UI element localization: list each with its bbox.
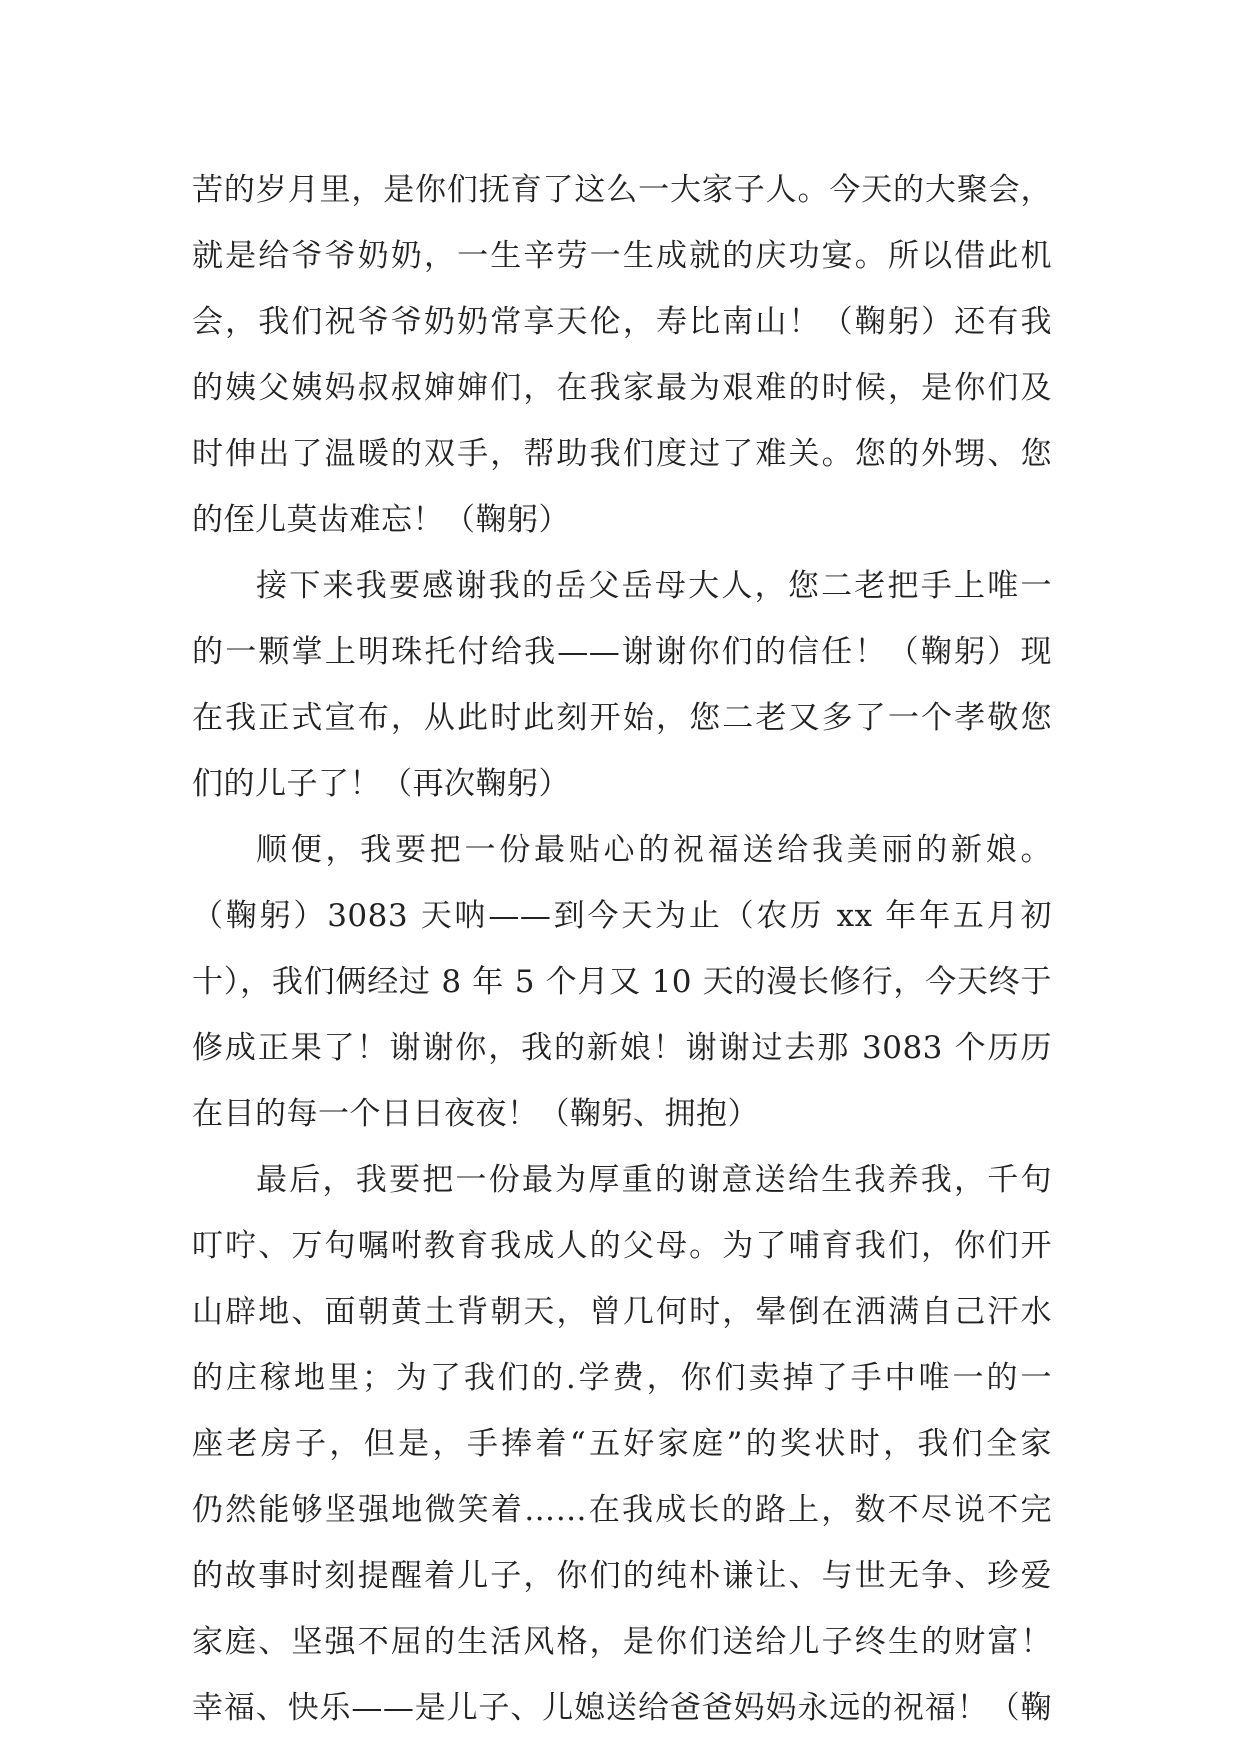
paragraph-first-line: 最后，我要把一份最为厚重的谢意送给生我养我，千句: [256, 1162, 1052, 1198]
text-line: 山辟地、面朝黄土背朝天，曾几何时，晕倒在洒满自己汗水: [192, 1294, 1052, 1330]
text-line: 的姨父姨妈叔叔婶婶们，在我家最为艰难的时候，是你们及: [192, 370, 1052, 406]
text-line: 仍然能够坚强地微笑着……在我成长的路上，数不尽说不完: [192, 1492, 1052, 1528]
text-line: 时伸出了温暖的双手，帮助我们度过了难关。您的外甥、您: [192, 436, 1052, 472]
text-line: 苦的岁月里，是你们抚育了这么一大家子人。今天的大聚会，: [192, 172, 1052, 208]
text-line: 会，我们祝爷爷奶奶常享天伦，寿比南山！（鞠躬）还有我: [192, 304, 1052, 340]
text-line: 就是给爷爷奶奶，一生辛劳一生成就的庆功宴。所以借此机: [192, 238, 1052, 274]
text-line: 在目的每一个日日夜夜！（鞠躬、拥抱）: [192, 1096, 759, 1132]
text-line: 们的儿子了！（再次鞠躬）: [192, 766, 570, 802]
text-line: 家庭、坚强不屈的生活风格，是你们送给儿子终生的财富！: [192, 1624, 1052, 1660]
text-line: 座老房子，但是，手捧着“五好家庭”的奖状时，我们全家: [192, 1426, 1052, 1462]
text-line: 在我正式宣布，从此时此刻开始，您二老又多了一个孝敬您: [192, 700, 1052, 736]
paragraph-first-line: 接下来我要感谢我的岳父岳母大人，您二老把手上唯一: [256, 568, 1052, 604]
document-body: [192, 157, 1052, 1741]
text-line: 的庄稼地里；为了我们的.学费，你们卖掉了手中唯一的一: [192, 1360, 1052, 1396]
text-line: （鞠躬）3083 天呐——到今天为止（农历 xx 年年五月初: [192, 898, 1052, 934]
text-line: 修成正果了！谢谢你，我的新娘！谢谢过去那 3083 个历历: [192, 1030, 1052, 1066]
text-line: 叮咛、万句嘱咐教育我成人的父母。为了哺育我们，你们开: [192, 1228, 1052, 1264]
paragraph-first-line: 顺便，我要把一份最贴心的祝福送给我美丽的新娘。: [256, 832, 1052, 868]
text-line: 的侄儿莫齿难忘！（鞠躬）: [192, 502, 570, 538]
text-line: 十），我们俩经过 8 年 5 个月又 10 天的漫长修行，今天终于: [192, 964, 1052, 1000]
text-line: 幸福、快乐——是儿子、儿媳送给爸爸妈妈永远的祝福！（鞠: [192, 1690, 1052, 1726]
text-line: 的一颗掌上明珠托付给我——谢谢你们的信任！（鞠躬）现: [192, 634, 1052, 670]
text-line: 的故事时刻提醒着儿子，你们的纯朴谦让、与世无争、珍爱: [192, 1558, 1052, 1594]
